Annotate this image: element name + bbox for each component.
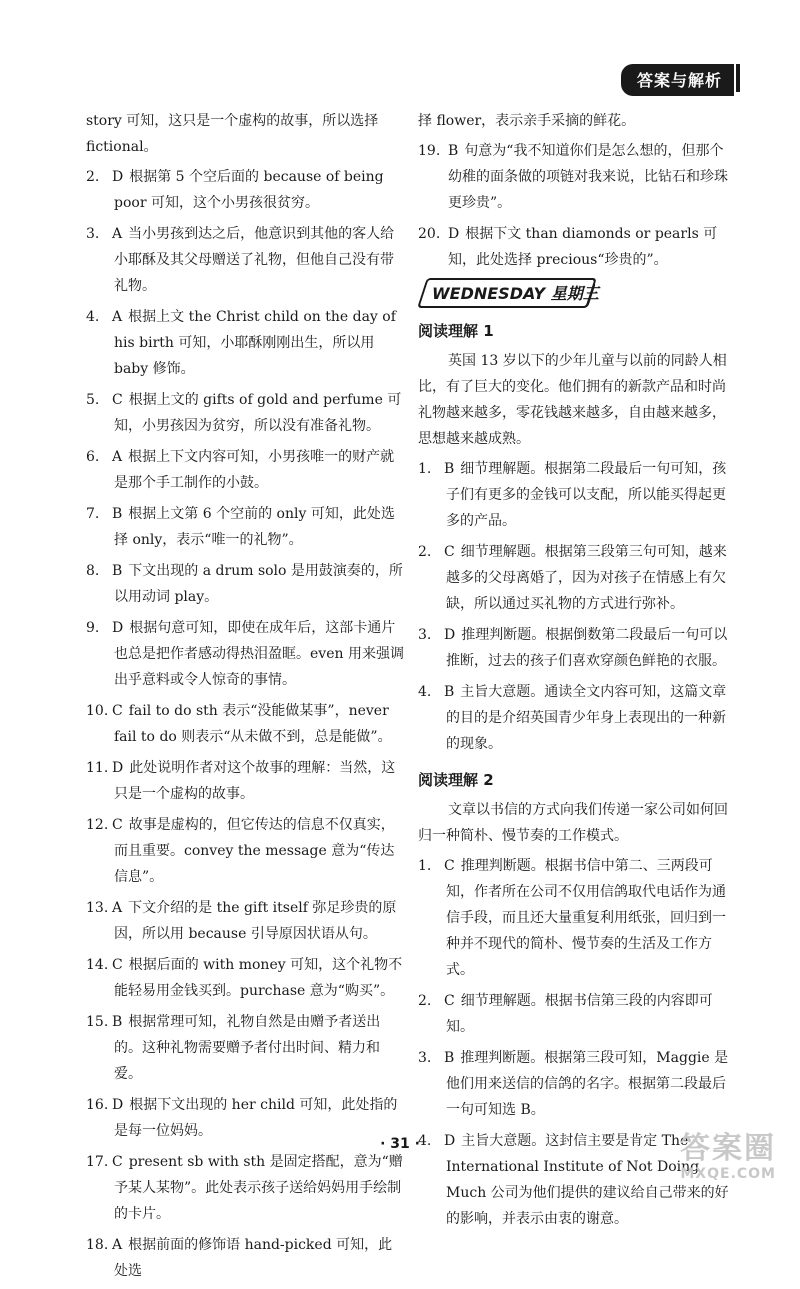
answer-letter: C xyxy=(112,703,123,719)
answer-number: 4. xyxy=(418,684,432,700)
reading-section-1-title: 阅读理解 1 xyxy=(418,322,494,340)
answer-item xyxy=(418,221,734,273)
answer-letter: B xyxy=(444,461,455,477)
answer-item xyxy=(86,558,404,610)
answer-explanation: 推理判断题。根据倒数第二段最后一句可以推断，过去的孩子们喜欢穿颜色鲜艳的衣服。 xyxy=(446,627,728,669)
answer-explanation: 细节理解题。根据第二段最后一句可知，孩子们有更多的金钱可以支配，所以能买得起更多的产品。 xyxy=(446,461,727,529)
answer-explanation: 根据常理可知，礼物自然是由赠予者送出的。这种礼物需要赠予者付出时间、精力和爱。 xyxy=(114,1014,381,1082)
answer-letter: B xyxy=(112,563,123,579)
answer-item xyxy=(86,1009,404,1087)
answer-explanation: 根据上下文内容可知，小男孩唯一的财产就是那个手工制作的小鼓。 xyxy=(114,449,395,491)
watermark-url: MXQE.COM xyxy=(680,1166,776,1182)
reading-section-2-title: 阅读理解 2 xyxy=(418,771,494,789)
header-bar-decoration xyxy=(736,64,740,92)
left-column xyxy=(86,108,404,1289)
answer-number: 3. xyxy=(418,1050,432,1066)
answer-explanation: fail to do sth 表示“没能做某事”，never fail to do 则表示“从未做不到，总是能做”。 xyxy=(114,703,392,745)
answer-letter: C xyxy=(444,858,455,874)
answer-explanation: 根据下文出现的 her child 可知，此处指的是每一位妈妈。 xyxy=(114,1097,398,1139)
answer-letter: C xyxy=(112,392,123,408)
answer-letter: C xyxy=(112,957,123,973)
reading-section-1-answers xyxy=(418,456,734,757)
answer-item xyxy=(86,895,404,947)
answer-item xyxy=(86,444,404,496)
answer-letter: A xyxy=(112,226,123,242)
answer-number: 18. xyxy=(86,1237,109,1253)
answer-letter: A xyxy=(112,1237,123,1253)
answer-explanation: 主旨大意题。通读全文内容可知，这篇文章的目的是介绍英国青少年身上表现出的一种新的现象。 xyxy=(446,684,727,752)
answer-number: 8. xyxy=(86,563,100,579)
right-answer-list xyxy=(418,138,734,273)
answer-explanation: 根据后面的 with money 可知，这个礼物不能轻易用金钱买到。purchase 意为“购买”。 xyxy=(114,957,403,999)
answer-number: 1. xyxy=(418,858,432,874)
answer-letter: D xyxy=(448,226,460,242)
answer-number: 7. xyxy=(86,506,100,522)
answer-item xyxy=(86,1149,404,1227)
answer-letter: D xyxy=(444,1133,456,1149)
answer-letter: D xyxy=(112,169,124,185)
answer-number: 11. xyxy=(86,760,109,776)
answer-letter: A xyxy=(112,449,123,465)
answer-explanation: 下文出现的 a drum solo 是用鼓演奏的，所以用动词 play。 xyxy=(114,563,403,605)
answer-letter: B xyxy=(112,506,123,522)
answer-explanation: 细节理解题。根据书信第三段的内容即可知。 xyxy=(446,993,713,1035)
continued-text: story 可知，这只是一个虚构的故事，所以选择 fictional。 xyxy=(86,113,379,155)
answer-item xyxy=(86,698,404,750)
answer-item xyxy=(418,456,734,534)
answer-item xyxy=(418,679,734,757)
answer-letter: D xyxy=(112,620,124,636)
answer-number: 4. xyxy=(418,1133,432,1149)
answer-item xyxy=(86,164,404,216)
answer-item xyxy=(418,622,734,674)
answer-letter: D xyxy=(112,1097,124,1113)
answer-item xyxy=(418,1045,734,1123)
answer-number: 3. xyxy=(86,226,100,242)
answer-item xyxy=(418,138,734,216)
answer-letter: B xyxy=(448,143,459,159)
answer-explanation: 当小男孩到达之后，他意识到其他的客人给小耶酥及其父母赠送了礼物，但他自己没有带礼物。 xyxy=(114,226,395,294)
answer-explanation: 根据上文的 gifts of gold and perfume 可知，小男孩因为贫穷，所以没有准备礼物。 xyxy=(114,392,402,434)
answer-letter: C xyxy=(112,817,123,833)
answer-number: 2. xyxy=(418,544,432,560)
answer-explanation: 句意为“我不知道你们是怎么想的，但那个幼稚的面条做的项链对我来说，比钻石和珍珠更珍贵”。 xyxy=(448,143,728,211)
answer-explanation: 推理判断题。根据第三段可知，Maggie 是他们用来送信的信鸽的名字。根据第二段最后一句可知选 B。 xyxy=(446,1050,729,1118)
continued-text: 择 flower，表示亲手采摘的鲜花。 xyxy=(418,113,636,129)
answer-item xyxy=(418,988,734,1040)
answer-number: 1. xyxy=(418,461,432,477)
answer-letter: B xyxy=(112,1014,123,1030)
answer-number: 3. xyxy=(418,627,432,643)
answer-letter: D xyxy=(112,760,124,776)
answer-number: 12. xyxy=(86,817,109,833)
answer-explanation: 故事是虚构的，但它传达的信息不仅真实，而且重要。convey the message 意为“传达信息”。 xyxy=(114,817,395,885)
answer-explanation: 主旨大意题。这封信主要是肯定 The International Institute of Not Doing Much 公司为他们提供的建议给自己带来的好的影响，并表示由衷的谢意。 xyxy=(446,1133,729,1227)
right-column xyxy=(418,108,734,1237)
answer-item xyxy=(86,221,404,299)
answer-explanation: present sb with sth 是固定搭配，意为“赠予某人某物”。此处表示孩子送给妈妈用手绘制的卡片。 xyxy=(114,1154,403,1222)
answer-number: 2. xyxy=(86,169,100,185)
day-banner-label: WEDNESDAY 星期三 xyxy=(432,284,599,303)
left-answer-list xyxy=(86,164,404,1284)
answer-number: 4. xyxy=(86,309,100,325)
answer-explanation: 根据上文 the Christ child on the day of his birth 可知，小耶酥刚刚出生，所以用 baby 修饰。 xyxy=(114,309,396,377)
answer-explanation: 根据上文第 6 个空前的 only 可知，此处选择 only，表示“唯一的礼物”。 xyxy=(114,506,395,548)
answer-explanation: 根据前面的修饰语 hand-picked 可知，此处选 xyxy=(114,1237,393,1279)
answer-explanation: 推理判断题。根据书信中第二、三两段可知，作者所在公司不仅用信鸽取代电话作为通信手段，而且还大量重复利用纸张，回归到一种并不现代的简朴、慢节奏的生活及工作方式。 xyxy=(446,858,726,978)
answer-number: 19. xyxy=(418,143,441,159)
answer-letter: A xyxy=(112,900,123,916)
answer-explanation: 根据第 5 个空后面的 because of being poor 可知，这个小男孩很贫穷。 xyxy=(114,169,384,211)
answer-letter: A xyxy=(112,309,123,325)
answer-letter: B xyxy=(444,1050,455,1066)
answer-number: 20. xyxy=(418,226,441,242)
answer-letter: C xyxy=(444,544,455,560)
answer-number: 9. xyxy=(86,620,100,636)
answer-item xyxy=(86,387,404,439)
answer-item xyxy=(86,755,404,807)
answer-explanation: 此处说明作者对这个故事的理解：当然，这只是一个虚构的故事。 xyxy=(114,760,396,802)
answer-number: 10. xyxy=(86,703,109,719)
answer-number: 14. xyxy=(86,957,109,973)
watermark xyxy=(680,1132,776,1182)
answer-item xyxy=(86,304,404,382)
page-number: · 31 · xyxy=(380,1136,420,1152)
answer-item xyxy=(418,539,734,617)
answer-number: 6. xyxy=(86,449,100,465)
answer-explanation: 细节理解题。根据第三段第三句可知，越来越多的父母离婚了，因为对孩子在情感上有欠缺，所以通过买礼物的方式进行弥补。 xyxy=(446,544,727,612)
reading-section-1-summary: 英国 13 岁以下的少年儿童与以前的同龄人相比，有了巨大的变化。他们拥有的新款产品和时尚礼物越来越多，零花钱越来越多，自由越来越多，思想越来越成熟。 xyxy=(418,353,727,447)
day-banner xyxy=(418,278,734,308)
answer-item xyxy=(86,1232,404,1284)
answer-explanation: 根据句意可知，即使在成年后，这部卡通片也总是把作者感动得热泪盈眶。even 用来强调出乎意料或令人惊奇的事情。 xyxy=(114,620,404,688)
answer-number: 5. xyxy=(86,392,100,408)
answer-item xyxy=(86,952,404,1004)
answer-item xyxy=(418,853,734,983)
answer-letter: B xyxy=(444,684,455,700)
answer-letter: D xyxy=(444,627,456,643)
answer-explanation: 下文介绍的是 the gift itself 弥足珍贵的原因，所以用 because 引导原因状语从句。 xyxy=(114,900,397,942)
answer-item xyxy=(86,501,404,553)
section-header-tag: 答案与解析 xyxy=(621,64,734,96)
answer-letter: C xyxy=(444,993,455,1009)
answer-letter: C xyxy=(112,1154,123,1170)
answer-number: 2. xyxy=(418,993,432,1009)
answer-number: 17. xyxy=(86,1154,109,1170)
answer-item xyxy=(86,615,404,693)
answer-number: 15. xyxy=(86,1014,109,1030)
answer-explanation: 根据下文 than diamonds or pearls 可知，此处选择 precious“珍贵的”。 xyxy=(448,226,718,268)
answer-item xyxy=(86,812,404,890)
reading-section-2-summary: 文章以书信的方式向我们传递一家公司如何回归一种简朴、慢节奏的工作模式。 xyxy=(418,802,728,844)
answer-number: 16. xyxy=(86,1097,109,1113)
answer-number: 13. xyxy=(86,900,109,916)
watermark-logo: 答案圈 xyxy=(680,1131,776,1166)
